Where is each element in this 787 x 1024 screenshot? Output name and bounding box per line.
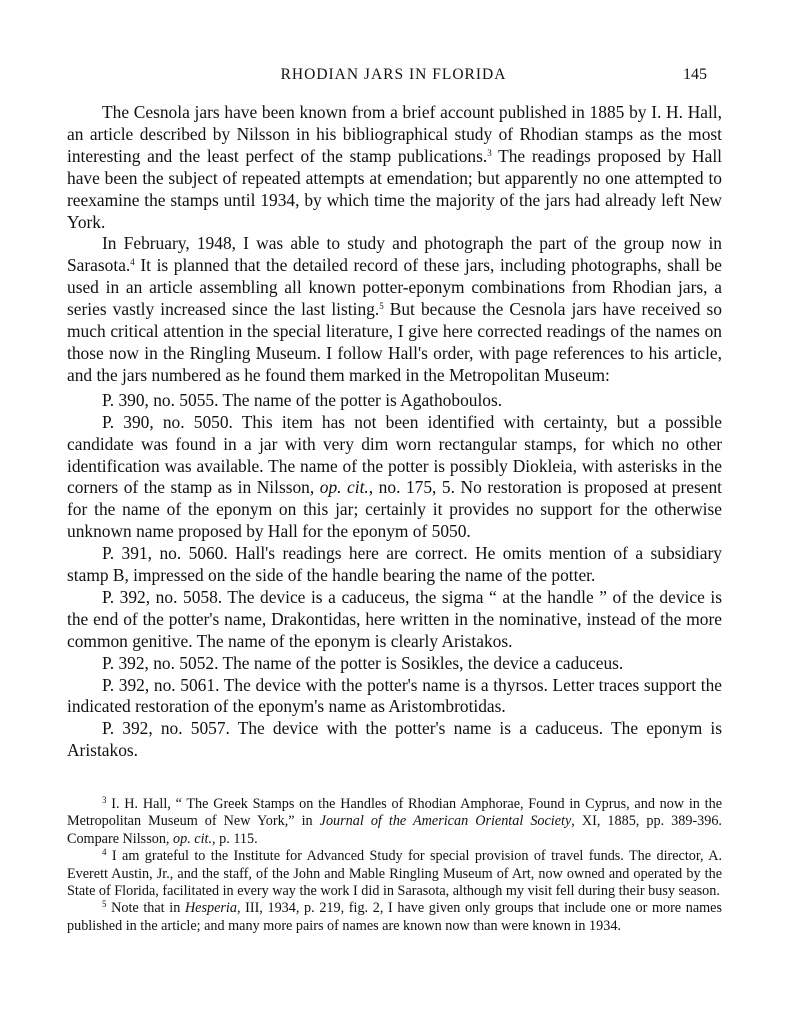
footnote-3: $^3$ I. H. Hall, “ The Greek Stamps on the Handles of Rhodian Amphorae, Found in Cyprus, and now in the Metropolitan Museum of New York,” in Journal of the American Oriental Society, XI, 1885, pp. 389-396. Compare Nilsson, op. cit., p. 115. xyxy=(67,795,722,847)
entry-5050: P. 390, no. 5050. This item has not been identified with certainty, but a possible candidate was found in a jar with very dim worn rectangular stamps, for which no other identification was available. The name of the potter is possibly Diokleia, with asterisks in the corners of the stamp as in Nilsson, op. cit., no. 175, 5. No restoration is proposed at present for the name of the eponym on this jar; certainly it provides no support for the otherwise unknown name proposed by Hall for the eponym of 5050. xyxy=(67,411,722,542)
running-title: RHODIAN JARS IN FLORIDA xyxy=(280,66,507,83)
entry-5055: P. 390, no. 5055. The name of the potter is Agathoboulos. xyxy=(102,389,503,410)
entry-5061: P. 392, no. 5061. The device with the potter's name is a thyrsos. Letter traces support the indicated restoration of the eponym's name as Aristombrotidas. xyxy=(67,674,722,717)
body-text xyxy=(67,102,722,762)
footnote-4: $^4$ I am grateful to the Institute for Advanced Study for special provision of travel funds. The director, A. Everett Austin, Jr., and the staff, of the John and Mable Ringling Museum of Art, now owned and operated by the State of Florida, facilitated in every way the work I did in Sarasota, although my visit fell during their busy season. xyxy=(67,847,722,900)
footnote-ref-5: 5 xyxy=(379,301,384,312)
page-header xyxy=(0,66,787,90)
paragraph-cesnola-jars: The Cesnola jars have been known from a brief account published in 1885 by I. H. Hall, an article described by Nilsson in his bibliographical study of Rhodian stamps as the most interesting and the least perfect of the stamp publications.$^3$ The readings proposed by Hall have been the subject of repeated attempts at emendation; but apparently no one attempted to reexamine the stamps until 1934, by which time the majority of the jars had already left New York. xyxy=(67,102,722,232)
entry-5052: P. 392, no. 5052. The name of the potter is Sosikles, the device a caduceus. xyxy=(102,652,624,673)
page-number: 145 xyxy=(683,66,707,83)
paragraph-february-1948: In February, 1948, I was able to study and photograph the part of the group now in Sarasota.$^4$ It is planned that the detailed record of these jars, including photographs, shall be used in an article assembling all known potter-eponym combinations from Rhodian jars, a series vastly increased since the last listing.$^5$ But because the Cesnola jars have received so much critical attention in the special literature, I give here corrected readings of the names on those now in the Ringling Museum. I follow Hall's order, with page references to his article, and the jars numbered as he found them marked in the Metropolitan Museum: xyxy=(67,233,722,385)
entry-5060: P. 391, no. 5060. Hall's readings here are correct. He omits mention of a subsidiary stamp B, impressed on the side of the handle bearing the name of the potter. xyxy=(67,543,722,586)
footnotes xyxy=(67,796,722,935)
footnote-5: $^5$ Note that in Hesperia, III, 1934, p. 219, fig. 2, I have given only groups that include one or more names published in the article; and many more pairs of names are known now than were known in 1934. xyxy=(67,899,722,934)
footnote-ref-3: 3 xyxy=(487,147,492,158)
entry-5058: P. 392, no. 5058. The device is a caduceus, the sigma “ at the handle ” of the device is the end of the potter's name, Drakontidas, here written in the nominative, instead of the more common genitive. The name of the eponym is clearly Aristakos. xyxy=(67,586,722,651)
entry-5057: P. 392, no. 5057. The device with the potter's name is a caduceus. The eponym is Aristakos. xyxy=(67,718,722,761)
footnote-ref-4: 4 xyxy=(130,257,135,268)
